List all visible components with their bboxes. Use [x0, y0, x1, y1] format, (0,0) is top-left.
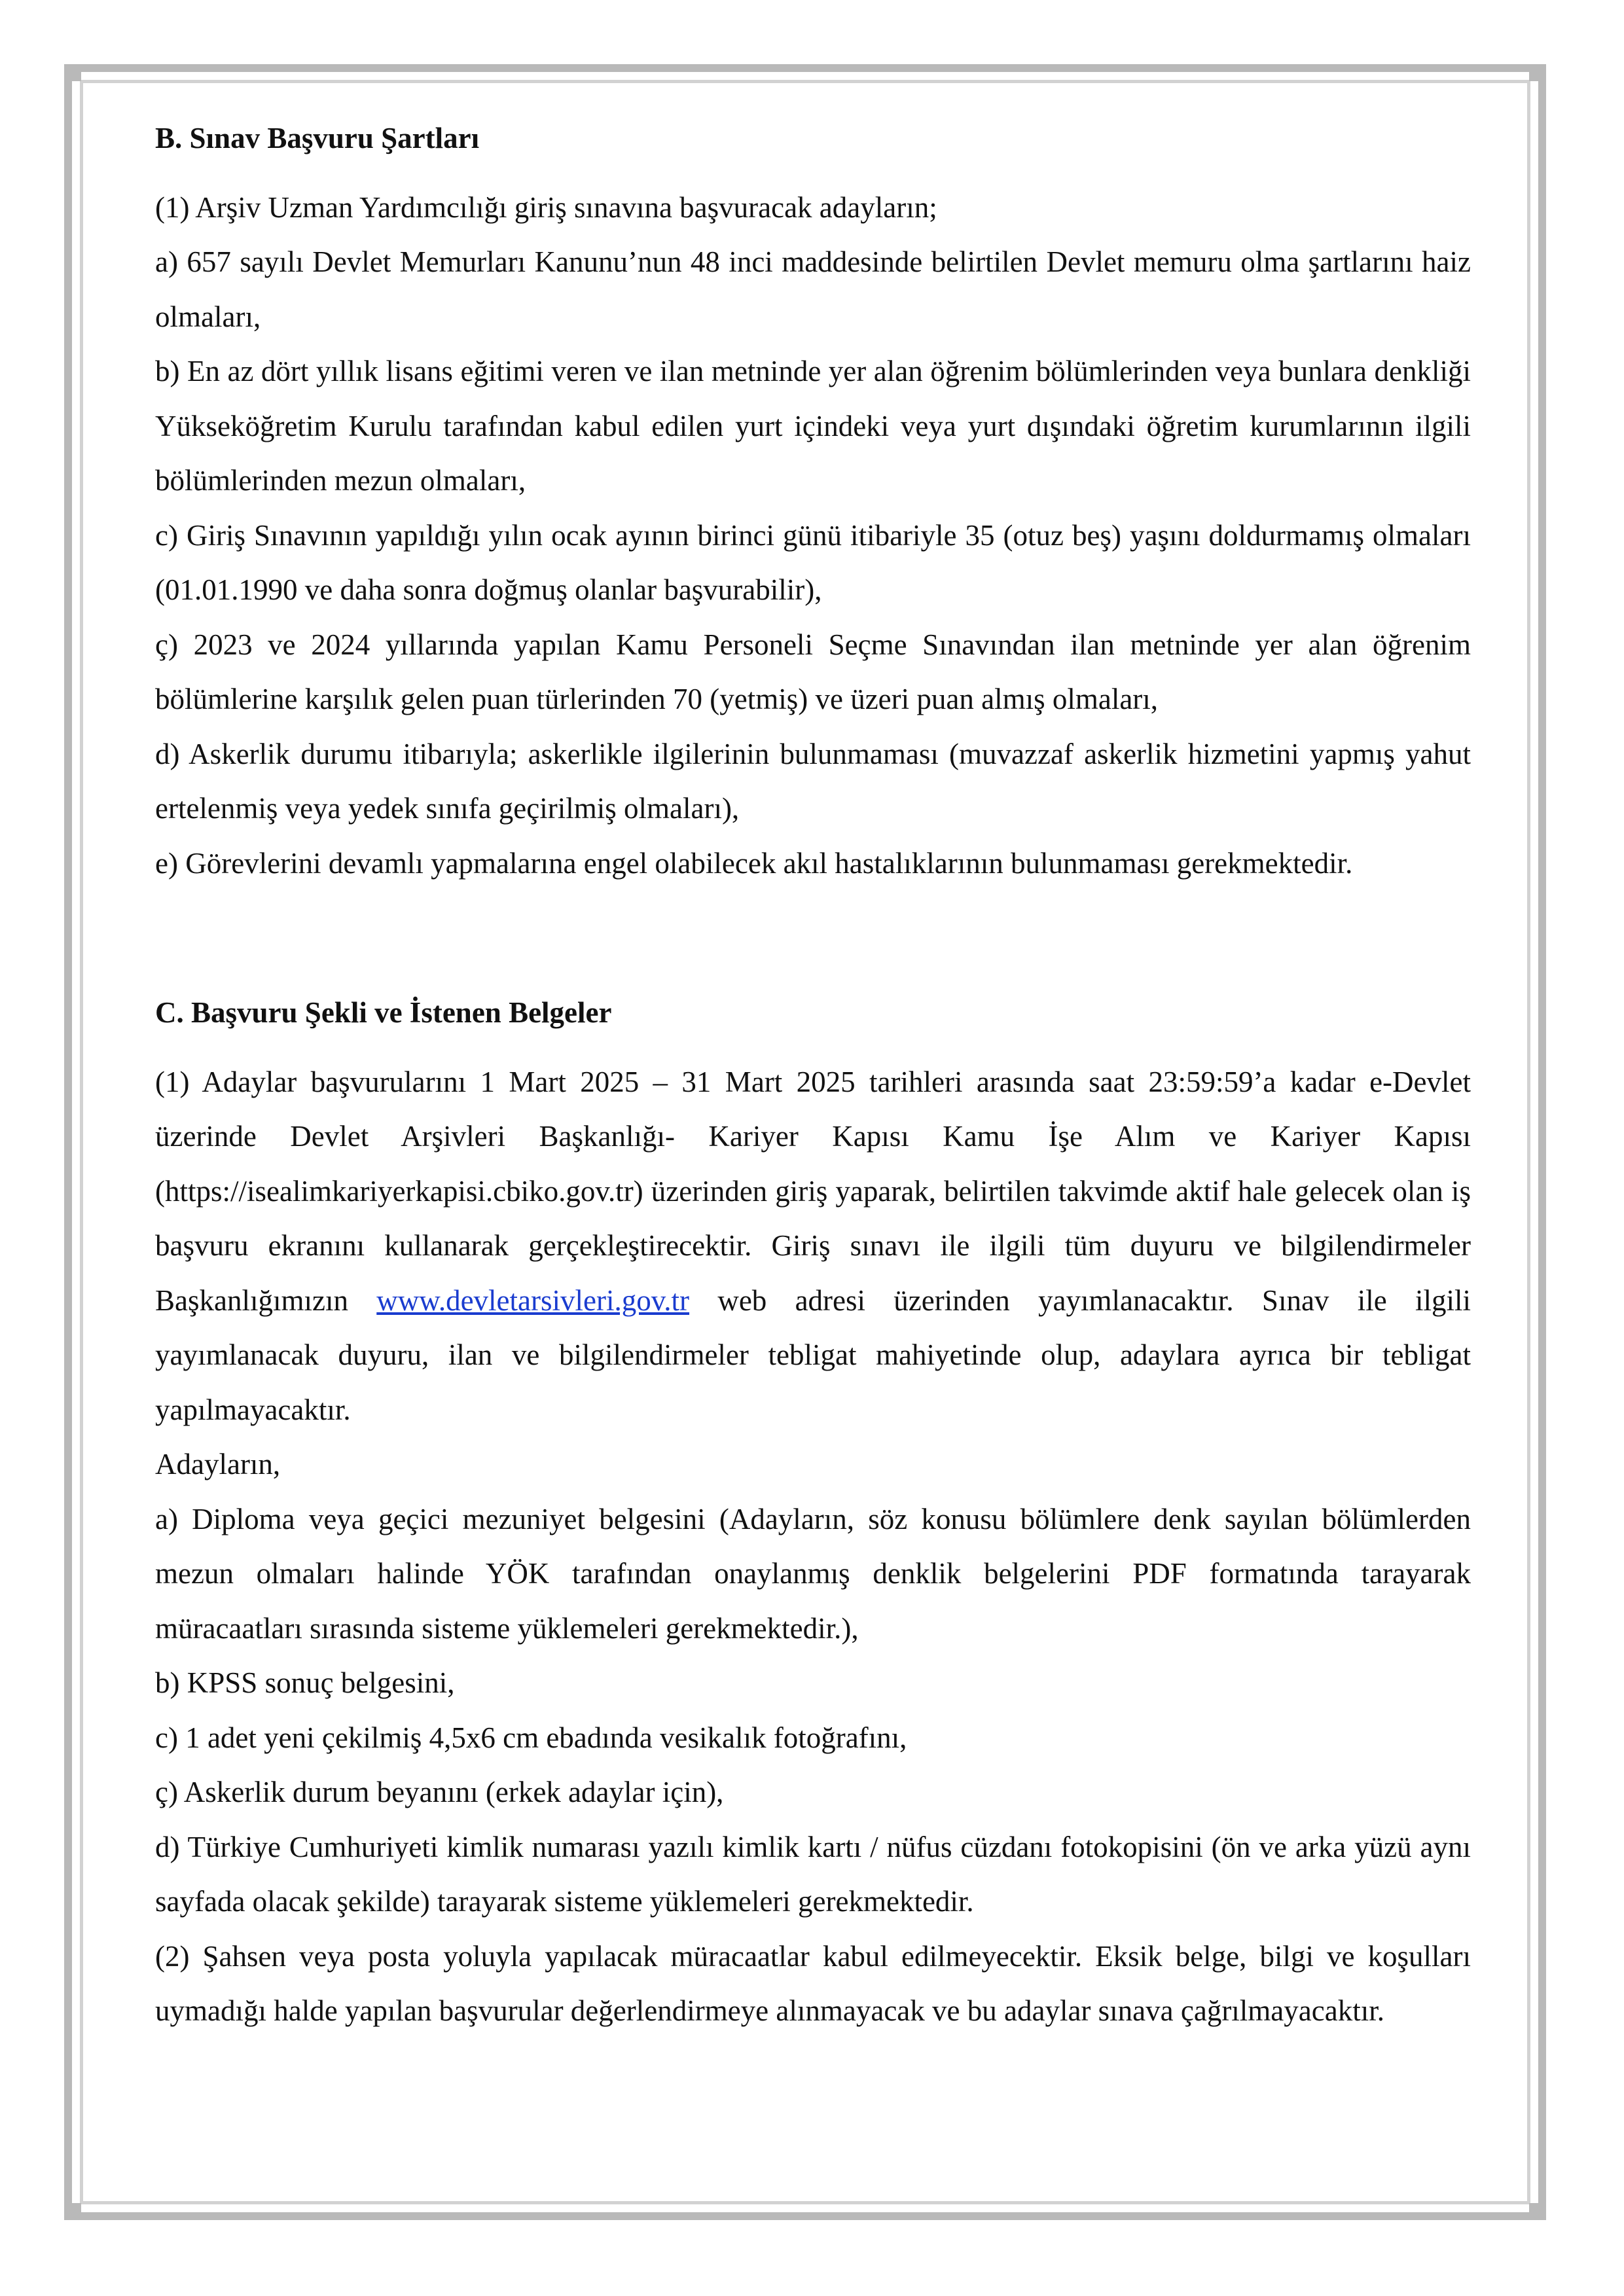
closing-paragraph: (2) Şahsen veya posta yoluyla yapılacak müracaatlar kabul edilmeyecektir. Eksik belge, bilgi ve koşulları uymadığı halde yapılan başvurular değerlendirmeye alınmayacak ve bu adaylar sınava çağrılmayacaktır.	[155, 1939, 1471, 2027]
section-b-heading: B. Sınav Başvuru Şartları	[155, 122, 480, 154]
section-c-intro-paragraph	[155, 1055, 1471, 1438]
website-link[interactable]: www.devletarsivleri.gov.tr	[376, 1283, 690, 1317]
document-body	[155, 111, 1471, 2039]
section-b-item: a) 657 sayılı Devlet Memurları Kanunu’nun 48 inci maddesinde belirtilen Devlet memuru olma şartlarını haiz olmaları,	[155, 245, 1471, 333]
section-b-item: ç) 2023 ve 2024 yıllarında yapılan Kamu Personeli Seçme Sınavından ilan metninde yer alan öğrenim bölümlerine karşılık gelen puan türlerinden 70 (yetmiş) ve üzeri puan almış olmaları,	[155, 628, 1471, 715]
section-b-item: b) En az dört yıllık lisans eğitimi veren ve ilan metninde yer alan öğrenim bölümlerinden veya bunlara denkliği Yükseköğretim Kurulu tarafından kabul edilen yurt içindeki veya yurt dışındaki öğretim kurumlarının ilgili bölümlerinden mezun olmaları,	[155, 355, 1471, 497]
border-corner-bottom-left	[64, 2203, 81, 2220]
border-corner-bottom-right	[1529, 2203, 1546, 2220]
intro-text: (1) Adaylar başvurularını 1 Mart 2025 – 31 Mart 2025 tarihleri arasında saat 23:59:59’a kadar e-Devlet üzerinde Devlet Arşivleri Başkanlığı- Kariyer Kapısı Kamu İşe Alım ve Kariyer Kapısı (https://isealimkariyerkapisi.cbiko.gov.tr) üzerinden giriş yaparak, belirtilen takvimde aktif hale gelecek olan iş başvuru ekranını kullanarak gerçekleştirecektir. Giriş sınavı ile ilgili tüm duyuru ve bilgilendirmeler Başkanlığımızın	[155, 1065, 1471, 1317]
document-item: c) 1 adet yeni çekilmiş 4,5x6 cm ebadında vesikalık fotoğrafını,	[155, 1721, 907, 1754]
section-b-item: (1) Arşiv Uzman Yardımcılığı giriş sınavına başvuracak adayların;	[155, 190, 937, 224]
candidates-label: Adayların,	[155, 1448, 281, 1480]
document-item: ç) Askerlik durum beyanını (erkek adaylar için),	[155, 1776, 724, 1808]
intro-text-continued: web adresi üzerinden yayımlanacaktır. Sınav ile ilgili yayımlanacak duyuru, ilan ve bilgilendirmeler tebligat mahiyetinde olup, adaylara ayrıca bir tebligat yapılmayacaktır.	[155, 1283, 1471, 1426]
document-item: d) Türkiye Cumhuriyeti kimlik numarası yazılı kimlik kartı / nüfus cüzdanı fotokopisini (ön ve arka yüzü aynı sayfada olacak şekilde) tarayarak sisteme yüklemeleri gerekmektedir.	[155, 1830, 1471, 1918]
border-corner-top-right	[1529, 64, 1546, 81]
section-b-item: e) Görevlerini devamlı yapmalarına engel olabilecek akıl hastalıklarının bulunmaması gerekmektedir.	[155, 846, 1353, 880]
section-b-item: d) Askerlik durumu itibarıyla; askerlikle ilgilerinin bulunmaması (muvazzaf askerlik hizmetini yapmış yahut ertelenmiş veya yedek sınıfa geçirilmiş olmaları),	[155, 737, 1471, 825]
border-corner-top-left	[64, 64, 81, 81]
document-item: a) Diploma veya geçici mezuniyet belgesini (Adayların, söz konusu bölümlere denk sayılan bölümlerden mezun olmaları halinde YÖK tarafından onaylanmış denklik belgelerini PDF formatında tarayarak müracaatları sırasında sisteme yüklemeleri gerekmektedir.),	[155, 1502, 1471, 1645]
section-b-item: c) Giriş Sınavının yapıldığı yılın ocak ayının birinci günü itibariyle 35 (otuz beş) yaşını doldurmamış olmaları (01.01.1990 ve daha sonra doğmuş olanlar başvurabilir),	[155, 518, 1471, 606]
document-item: b) KPSS sonuç belgesini,	[155, 1666, 455, 1699]
section-c-heading: C. Başvuru Şekli ve İstenen Belgeler	[155, 996, 612, 1029]
